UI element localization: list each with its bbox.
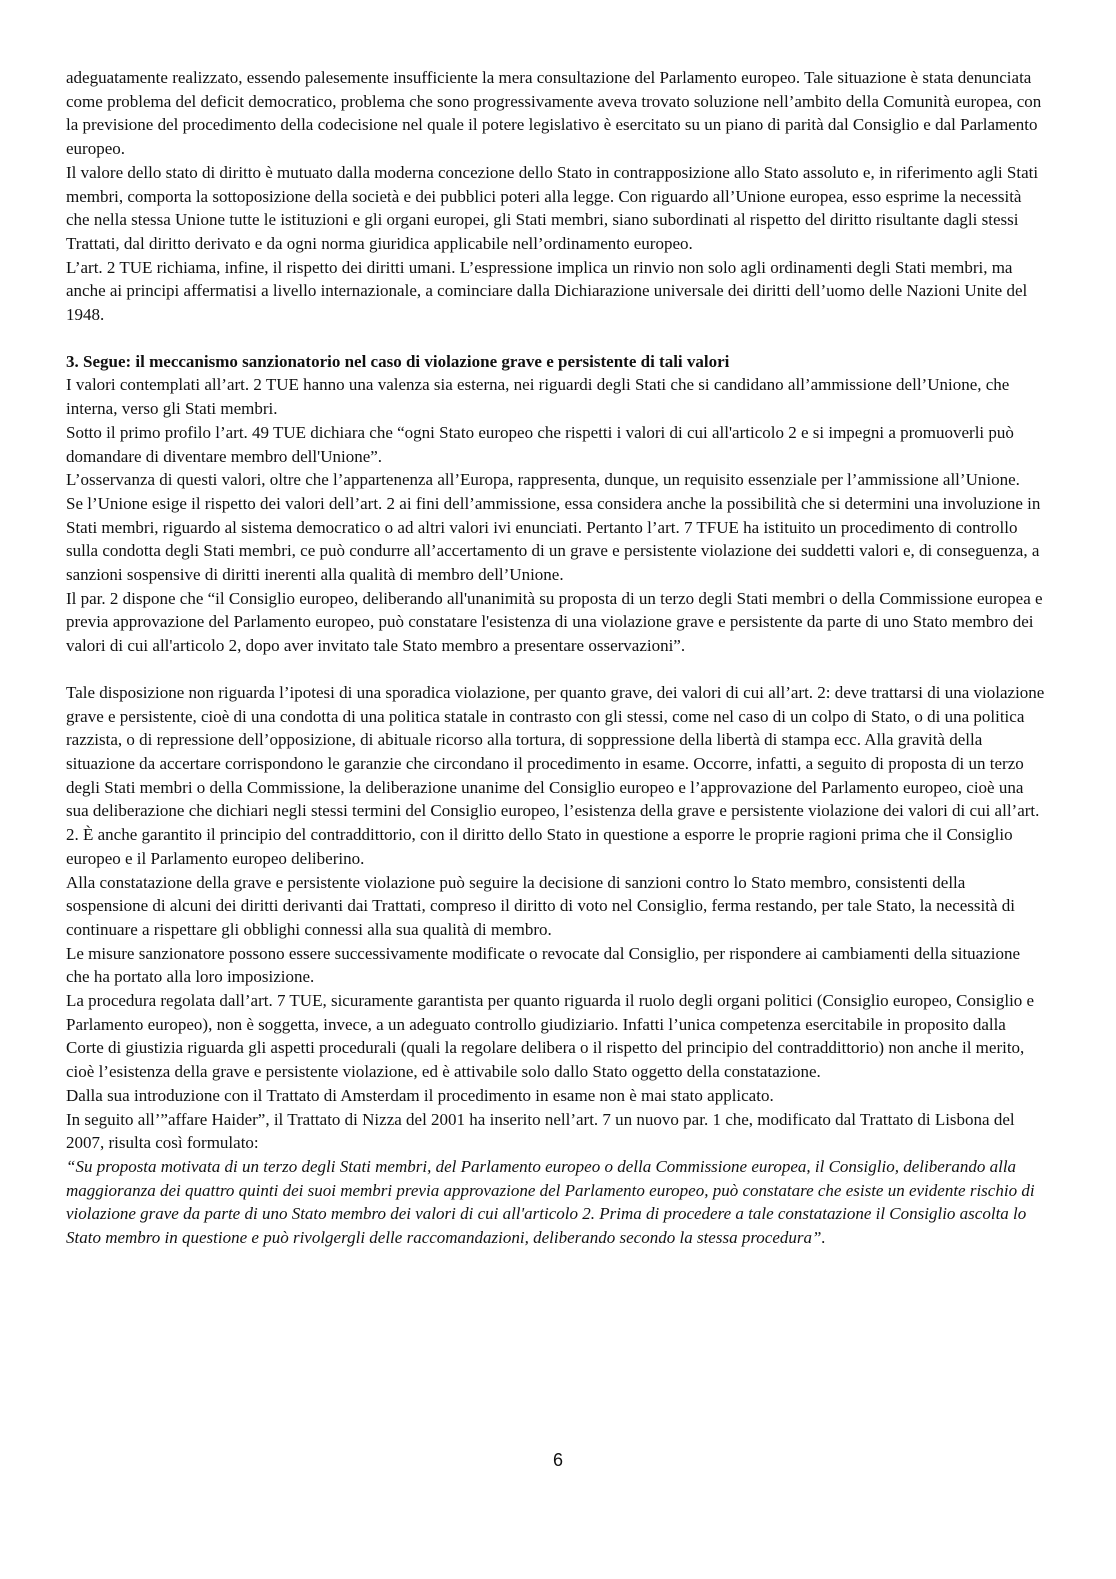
paragraph: Tale disposizione non riguarda l’ipotesi di una sporadica violazione, per quanto grave, dei valori di cui all’art. 2: deve trattarsi di una violazione grave e persistente, cioè di una condotta di una politica statale in contrasto con gli stessi, come nel caso di un colpo di Stato, o di una politica razzista, o di repressione dell’opposizione, di abituale ricorso alla tortura, di soppressione della libertà di stampa ecc. Alla gravità della situazione da accertare corrispondono le garanzie che circondano il procedimento in esame. Occorre, infatti, a seguito di proposta di un terzo degli Stati membri o della Commissione, la deliberazione unanime del Consiglio europeo e l’approvazione del Parlamento europeo, cioè una sua deliberazione che dichiari negli stessi termini del Consiglio europeo, l’esistenza della grave e persistente violazione dei valori di cui all’art. 2. È anche garantito il principio del contraddittorio, con il diritto dello Stato in questione a esporre le proprie ragioni prima che il Consiglio europeo e il Parlamento europeo deliberino. xyxy=(66,682,1045,868)
document-body xyxy=(66,66,1046,1250)
paragraph: Alla constatazione della grave e persistente violazione può seguire la decisione di sanzioni contro lo Stato membro, consistenti della sospensione di alcuni dei diritti derivanti dai Trattati, compreso il diritto di voto nel Consiglio, ferma restando, per tale Stato, la necessità di continuare a rispettare gli obblighi connessi alla sua qualità di membro. xyxy=(66,872,1015,939)
block-quote: “Su proposta motivata di un terzo degli Stati membri, del Parlamento europeo o della Commissione europea, il Consiglio, deliberando alla maggioranza dei quattro quinti dei suoi membri previa approvazione del Parlamento europeo, può constatare che esiste un evidente rischio di violazione grave da parte di uno Stato membro dei valori di cui all'articolo 2. Prima di procedere a tale constatazione il Consiglio ascolta lo Stato membro in questione e può rivolgergli delle raccomandazioni, deliberando secondo la stessa procedura”. xyxy=(66,1156,1035,1248)
paragraph: I valori contemplati all’art. 2 TUE hanno una valenza sia esterna, nei riguardi degli Stati che si candidano all’ammissione dell’Unione, che interna, verso gli Stati membri. xyxy=(66,375,1010,419)
paragraph: In seguito all’”affare Haider”, il Trattato di Nizza del 2001 ha inserito nell’art. 7 un nuovo par. 1 che, modificato dal Trattato di Lisbona del 2007, risulta così formulato: xyxy=(66,1109,1015,1153)
section-heading: 3. Segue: il meccanismo sanzionatorio nel caso di violazione grave e persistente di tali valori xyxy=(66,351,730,371)
paragraph: L’art. 2 TUE richiama, infine, il rispetto dei diritti umani. L’espressione implica un rinvio non solo agli ordinamenti degli Stati membri, ma anche ai principi affermatisi a livello internazionale, a cominciare dalla Dichiarazione universale dei diritti dell’uomo delle Nazioni Unite del 1948. xyxy=(66,257,1028,325)
page-number: 6 xyxy=(552,1450,563,1470)
paragraph: L’osservanza di questi valori, oltre che l’appartenenza all’Europa, rappresenta, dunque, un requisito essenziale per l’ammissione all’Unione. xyxy=(66,470,1020,490)
paragraph: Sotto il primo profilo l’art. 49 TUE dichiara che “ogni Stato europeo che rispetti i valori di cui all'articolo 2 e si impegni a promuoverli può domandare di diventare membro dell'Unione”. xyxy=(66,422,1014,466)
paragraph: La procedura regolata dall’art. 7 TUE, sicuramente garantista per quanto riguarda il ruolo degli organi politici (Consiglio europeo, Consiglio e Parlamento europeo), non è soggetta, invece, a un adeguato controllo giudiziario. Infatti l’unica competenza esercitabile in proposito dalla Corte di giustizia riguarda gli aspetti procedurali (quali la regolare delibera o il rispetto del principio del contraddittorio) non anche il merito, cioè l’esistenza della grave e persistente violazione, ed è attivabile solo dallo Stato oggetto della constatazione. xyxy=(66,991,1035,1082)
paragraph-gap xyxy=(66,658,1046,681)
paragraph: adeguatamente realizzato, essendo palesemente insufficiente la mera consultazione del Parlamento europeo. Tale situazione è stata denunciata come problema del deficit democratico, problema che sono progressivamente aveva trovato soluzione nell’ambito della Comunità europea, con la previsione del procedimento della codecisione nel quale il potere legislativo è esercitato su un piano di parità dal Consiglio e dal Parlamento europeo. xyxy=(66,68,1042,159)
paragraph: Le misure sanzionatore possono essere successivamente modificate o revocate dal Consiglio, per rispondere ai cambiamenti della situazione che ha portato alla loro imposizione. xyxy=(66,943,1021,987)
paragraph: Il valore dello stato di diritto è mutuato dalla moderna concezione dello Stato in contrapposizione allo Stato assoluto e, in riferimento agli Stati membri, comporta la sottoposizione della società e dei pubblici poteri alla legge. Con riguardo all’Unione europea, esso esprime la necessità che nella stessa Unione tutte le istituzioni e gli organi europei, gli Stati membri, siano subordinati al rispetto del diritto risultante dagli stessi Trattati, dal diritto derivato e da ogni norma giuridica applicabile nell’ordinamento europeo. xyxy=(66,162,1039,253)
paragraph: Dalla sua introduzione con il Trattato di Amsterdam il procedimento in esame non è mai stato applicato. xyxy=(66,1085,774,1105)
paragraph: Il par. 2 dispone che “il Consiglio europeo, deliberando all'unanimità su proposta di un terzo degli Stati membri o della Commissione europea e previa approvazione del Parlamento europeo, può constatare l'esistenza di una violazione grave e persistente da parte di uno Stato membro dei valori di cui all'articolo 2, dopo aver invitato tale Stato membro a presentare osservazioni”. xyxy=(66,588,1043,656)
paragraph-gap xyxy=(66,327,1046,350)
paragraph: Se l’Unione esige il rispetto dei valori dell’art. 2 ai fini dell’ammissione, essa considera anche la possibilità che si determini una involuzione in Stati membri, riguardo al sistema democratico o ad altri valori ivi enunciati. Pertanto l’art. 7 TFUE ha istituito un procedimento di controllo sulla condotta degli Stati membri, ce può condurre all’accertamento di un grave e persistente violazione dei suddetti valori e, di conseguenza, a sanzioni sospensive di diritti inerenti alla qualità di membro dell’Unione. xyxy=(66,493,1041,585)
